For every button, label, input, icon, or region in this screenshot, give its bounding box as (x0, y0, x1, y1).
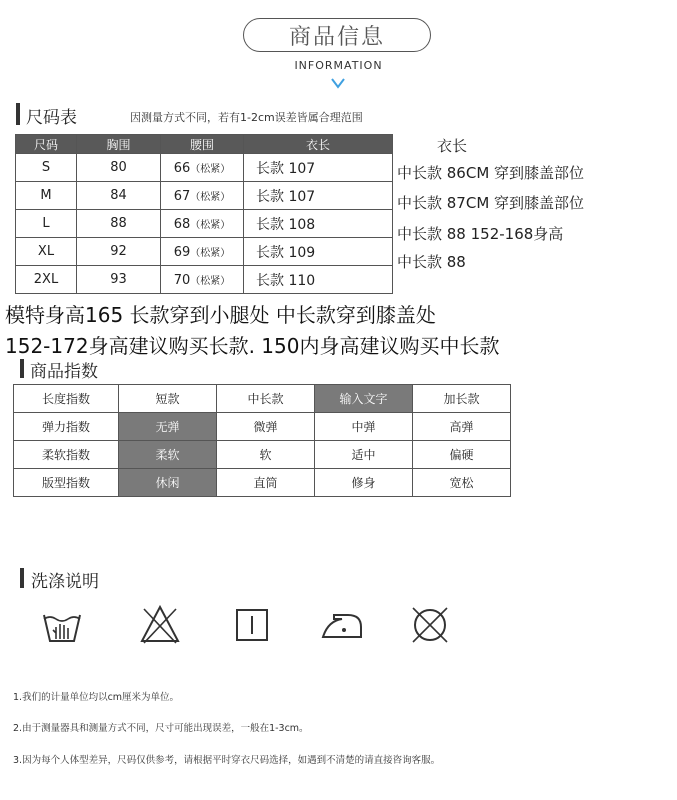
side-row: 中长款 88 152-168身高 (397, 225, 564, 243)
index-label: 弹力指数 (14, 413, 119, 441)
index-option: 中长款 (217, 385, 315, 413)
size-table-header (16, 135, 393, 154)
side-row: 中长款 88 (397, 253, 466, 271)
table-row (16, 210, 393, 238)
length-cell: 长款 108 (244, 210, 393, 238)
index-option: 软 (217, 441, 315, 469)
index-label: 柔软指数 (14, 441, 119, 469)
index-option: 短款 (119, 385, 217, 413)
index-option-selected: 柔软 (119, 441, 217, 469)
table-row (16, 266, 393, 294)
size-cell: L (16, 210, 77, 238)
size-cell: 2XL (16, 266, 77, 294)
header-title: 商品信息 (243, 18, 431, 52)
index-option: 直筒 (217, 469, 315, 497)
col-header-length: 衣长 (244, 135, 393, 154)
index-option: 适中 (315, 441, 413, 469)
size-cell: M (16, 182, 77, 210)
index-row-fit (14, 469, 511, 497)
col-header-waist: 腰围 (161, 135, 244, 154)
index-section-title: 商品指数 (30, 362, 98, 382)
table-row (16, 238, 393, 266)
index-option-selected: 无弹 (119, 413, 217, 441)
model-note-line: 152-172身高建议购买长款. 150内身高建议购买中长款 (5, 334, 500, 358)
low-iron-icon (320, 603, 364, 647)
table-row (16, 154, 393, 182)
index-option: 偏硬 (413, 441, 511, 469)
no-tumble-dry-icon (408, 603, 452, 647)
footnote: 1.我们的计量单位均以cm厘米为单位。 (13, 692, 180, 703)
index-row-length (14, 385, 511, 413)
length-cell: 长款 110 (244, 266, 393, 294)
index-option: 宽松 (413, 469, 511, 497)
index-label: 版型指数 (14, 469, 119, 497)
chest-cell: 80 (77, 154, 161, 182)
index-option-selected: 输入文字 (315, 385, 413, 413)
index-option-selected: 休闲 (119, 469, 217, 497)
waist-cell: 66（松紧） (161, 154, 244, 182)
length-cell: 长款 107 (244, 182, 393, 210)
chevron-down-icon (331, 76, 345, 90)
section-marker (20, 359, 24, 378)
index-option: 微弹 (217, 413, 315, 441)
side-row: 中长款 87CM 穿到膝盖部位 (397, 194, 585, 212)
line-dry-icon (230, 603, 274, 647)
size-table (15, 134, 393, 294)
no-bleach-icon (138, 603, 182, 647)
header-subtitle: INFORMATION (294, 59, 383, 72)
size-section-note: 因测量方式不同，若有1-2cm误差皆属合理范围 (130, 111, 363, 124)
size-section-title: 尺码表 (26, 108, 77, 128)
hand-wash-icon (40, 603, 84, 647)
chest-cell: 84 (77, 182, 161, 210)
index-option: 修身 (315, 469, 413, 497)
index-option: 加长款 (413, 385, 511, 413)
waist-cell: 69（松紧） (161, 238, 244, 266)
index-option: 高弹 (413, 413, 511, 441)
chest-cell: 88 (77, 210, 161, 238)
length-cell: 长款 107 (244, 154, 393, 182)
index-option: 中弹 (315, 413, 413, 441)
footnote: 3.因为每个人体型差异，尺码仅供参考，请根据平时穿衣尺码选择，如遇到不清楚的请直接咨询客服。 (13, 755, 441, 766)
table-row (16, 182, 393, 210)
waist-cell: 70（松紧） (161, 266, 244, 294)
section-marker (20, 568, 24, 588)
footnote: 2.由于测量器具和测量方式不同，尺寸可能出现误差，一般在1-3cm。 (13, 723, 309, 734)
waist-cell: 68（松紧） (161, 210, 244, 238)
section-marker (16, 103, 20, 125)
waist-cell: 67（松紧） (161, 182, 244, 210)
col-header-chest: 胸围 (77, 135, 161, 154)
wash-section-title: 洗涤说明 (31, 572, 99, 592)
index-row-softness (14, 441, 511, 469)
chest-cell: 93 (77, 266, 161, 294)
side-row: 中长款 86CM 穿到膝盖部位 (397, 164, 585, 182)
model-note-line: 模特身高165 长款穿到小腿处 中长款穿到膝盖处 (5, 303, 436, 327)
index-table (13, 384, 511, 497)
size-cell: XL (16, 238, 77, 266)
index-row-elasticity (14, 413, 511, 441)
side-header: 衣长 (437, 137, 468, 155)
index-label: 长度指数 (14, 385, 119, 413)
size-cell: S (16, 154, 77, 182)
chest-cell: 92 (77, 238, 161, 266)
length-cell: 长款 109 (244, 238, 393, 266)
col-header-size: 尺码 (16, 135, 77, 154)
